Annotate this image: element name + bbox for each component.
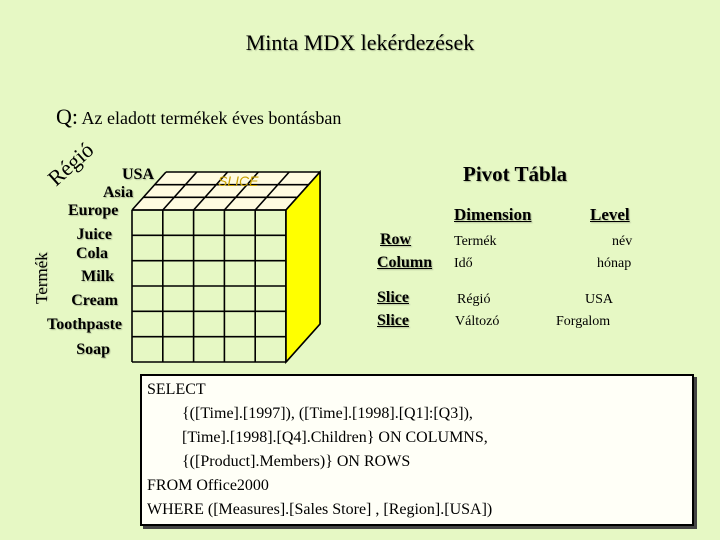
sql-line-4: {([Product].Members)} ON ROWS: [182, 453, 411, 470]
product-label-juice: Juice: [76, 226, 112, 243]
pivot-slice2-key: Slice: [377, 312, 409, 329]
region-label-usa: USA: [122, 166, 155, 183]
pivot-row-dimension: Termék: [454, 234, 497, 249]
product-label-cream: Cream: [71, 292, 118, 309]
svg-text:Régió: Régió: [42, 136, 99, 191]
product-label-soap: Soap: [76, 341, 110, 358]
pivot-slice1-dimension: Régió: [457, 292, 491, 307]
region-label-asia: Asia: [103, 184, 134, 201]
product-label-milk: Milk: [81, 268, 114, 285]
pivot-row-key: Row: [380, 231, 412, 248]
pivot-row-level: név: [612, 234, 633, 249]
pivot-column-key: Column: [377, 254, 433, 271]
question-prefix: Q:: [56, 104, 78, 129]
question-text: Az eladott termékek éves bontásban: [81, 108, 342, 128]
sql-line-6: WHERE ([Measures].[Sales Store] , [Region].[USA]): [147, 501, 493, 518]
dimension-header: Dimension: [454, 205, 532, 224]
product-label-toothpaste: Toothpaste: [47, 316, 122, 333]
region-axis-label: [42, 136, 102, 193]
region-label-europe: Europe: [68, 202, 119, 219]
question: [56, 104, 341, 130]
pivot-slice1-key: Slice: [377, 289, 409, 306]
slice-label: SLICE: [218, 173, 259, 189]
sql-line-5: FROM Office2000: [147, 477, 269, 494]
page-title: Minta MDX lekérdezések: [245, 30, 475, 55]
sql-line-2: {([Time].[1997]), ([Time].[1998].[Q1]:[Q3]),: [182, 405, 473, 422]
product-axis-label: Termék: [32, 252, 51, 304]
sql-line-1: SELECT: [147, 381, 206, 398]
sql-line-3: [Time].[1998].[Q4].Children} ON COLUMNS,: [182, 429, 488, 446]
level-header: Level: [590, 205, 630, 224]
olap-cube: [100, 160, 340, 370]
mdx-query-box: [140, 374, 694, 526]
pivot-title: Pivot Tábla: [463, 162, 568, 186]
pivot-column-level: hónap: [597, 256, 632, 271]
pivot-slice1-level: USA: [585, 292, 614, 307]
pivot-slice2-dimension: Változó: [455, 314, 500, 329]
pivot-slice2-level: Forgalom: [556, 314, 611, 329]
product-label-cola: Cola: [76, 245, 108, 262]
pivot-column-dimension: Idő: [454, 256, 473, 271]
